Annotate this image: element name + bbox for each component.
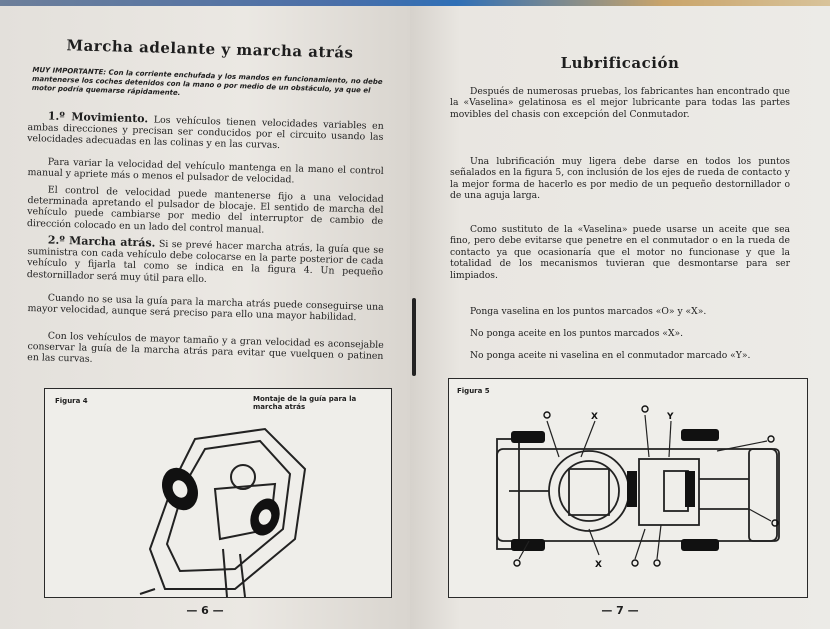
section-movement xyxy=(27,110,384,155)
lubrication-point-o xyxy=(654,560,660,566)
lubrication-point-o xyxy=(768,436,774,442)
section-reverse xyxy=(27,234,384,290)
note-commutator xyxy=(450,350,790,361)
page-right xyxy=(410,6,830,629)
paragraph xyxy=(27,330,384,374)
figure-label: Figura 4 xyxy=(55,397,88,405)
page-title: Marcha adelante y marcha atrás xyxy=(66,36,354,62)
lubrication-point-o xyxy=(544,412,550,418)
page-left xyxy=(0,6,410,629)
commutator-point-y: Y xyxy=(667,412,674,422)
note-vaseline xyxy=(450,306,790,317)
section-heading: 2.º Marcha atrás. xyxy=(47,233,156,250)
paragraph-text: No ponga aceite ni vaselina en el conmutador marcado «Y». xyxy=(470,350,751,361)
lubrication-point-x: X xyxy=(595,560,602,570)
paragraph-text: Como sustituto de la «Vaselina» puede usarse un aceite que sea fino, pero debe evitarse que penetre en el conmutador o en la rueda de contacto ya que ocasionaría que el motor no funcionase y que la totalidad de los mecanismos tuvieran que desmontarse para ser limpiados. xyxy=(450,224,790,281)
figure-4 xyxy=(44,388,392,598)
section-text: Los vehículos tienen velocidades variables en ambas direcciones y precisan ser conducidos por el circuito usando las velocidades adecuadas en las colinas y en las curvas. xyxy=(27,114,384,152)
page-number: — 6 — xyxy=(186,604,224,617)
lubrication-point-x: X xyxy=(591,412,598,422)
paragraph-text: No ponga aceite en los puntos marcados «X». xyxy=(470,328,684,339)
lubrication-point-o xyxy=(514,560,520,566)
paragraph-text: Con los vehículos de mayor tamaño y a gran velocidad es aconsejable conservar la guía de la marcha atrás para evitar que vuelquen o patinen en las curvas. xyxy=(27,330,384,366)
paragraph xyxy=(27,156,383,188)
paragraph-text: Después de numerosas pruebas, los fabricantes han encontrado que la «Vaselina» gelatinosa es el mejor lubricante para todas las partes movibles del chasis con excepción del Conmutador. xyxy=(450,86,790,120)
paragraph xyxy=(450,86,790,120)
figure-label: Figura 5 xyxy=(457,387,490,395)
section-text: Si se prevé hacer marcha atrás, la guía que se suministra con cada vehículo debe colocarse en la parte posterior de cada vehículo y fijarla tal como se indica en la figura 4. Un pequeño destornillador será muy útil para ello. xyxy=(26,238,384,285)
paragraph-text: Una lubrificación muy ligera debe darse en todos los puntos señalados en la figura 5, con inclusión de los ejes de rueda de contacto y la mejor forma de hacerlo es por medio de un pequeño destornillador o de una aguja larga. xyxy=(450,156,790,202)
paragraph xyxy=(450,224,790,281)
page-number: — 7 — xyxy=(601,604,639,617)
page-title: Lubrificación xyxy=(560,54,680,72)
chassis-lubrication-diagram xyxy=(449,379,807,597)
paragraph xyxy=(27,184,384,239)
paragraph-text: El control de velocidad puede mantenerse fijo a una velocidad determinada apretando el pulsador de blocaje. El sentido de marcha del vehículo puede cambiarse por medio del interruptor de cambio de dirección colocado en un lado del control manual. xyxy=(26,184,384,236)
section-heading: 1.º Movimiento. xyxy=(47,109,149,126)
lubrication-point-o xyxy=(632,560,638,566)
open-booklet xyxy=(0,6,830,629)
paragraph xyxy=(450,156,790,202)
paragraph xyxy=(27,292,383,324)
figure-caption: Montaje de la guía para la marcha atrás xyxy=(253,395,357,411)
paragraph-text: Ponga vaselina en los puntos marcados «O» y «X». xyxy=(470,306,707,317)
important-notice: MUY IMPORTANTE: Con la corriente enchufada y los mandos en funcionamiento, no debe mantenerse los coches detenidos con la mano o por medio de un obstáculo, ya que el motor podría quemarse rápidamente. xyxy=(31,65,383,98)
car-reverse-guide-illustration xyxy=(45,389,391,597)
lubrication-point-o xyxy=(642,406,648,412)
spine-mark xyxy=(412,298,416,376)
paragraph-text: Para variar la velocidad del vehículo mantenga en la mano el control manual y apriete más o menos el pulsador de velocidad. xyxy=(27,156,384,186)
note-no-oil xyxy=(450,328,790,339)
paragraph-text: Cuando no se usa la guía para la marcha atrás puede conseguirse una mayor velocidad, aunque será preciso para ello una mayor habilidad. xyxy=(27,292,384,324)
figure-5 xyxy=(448,378,808,598)
